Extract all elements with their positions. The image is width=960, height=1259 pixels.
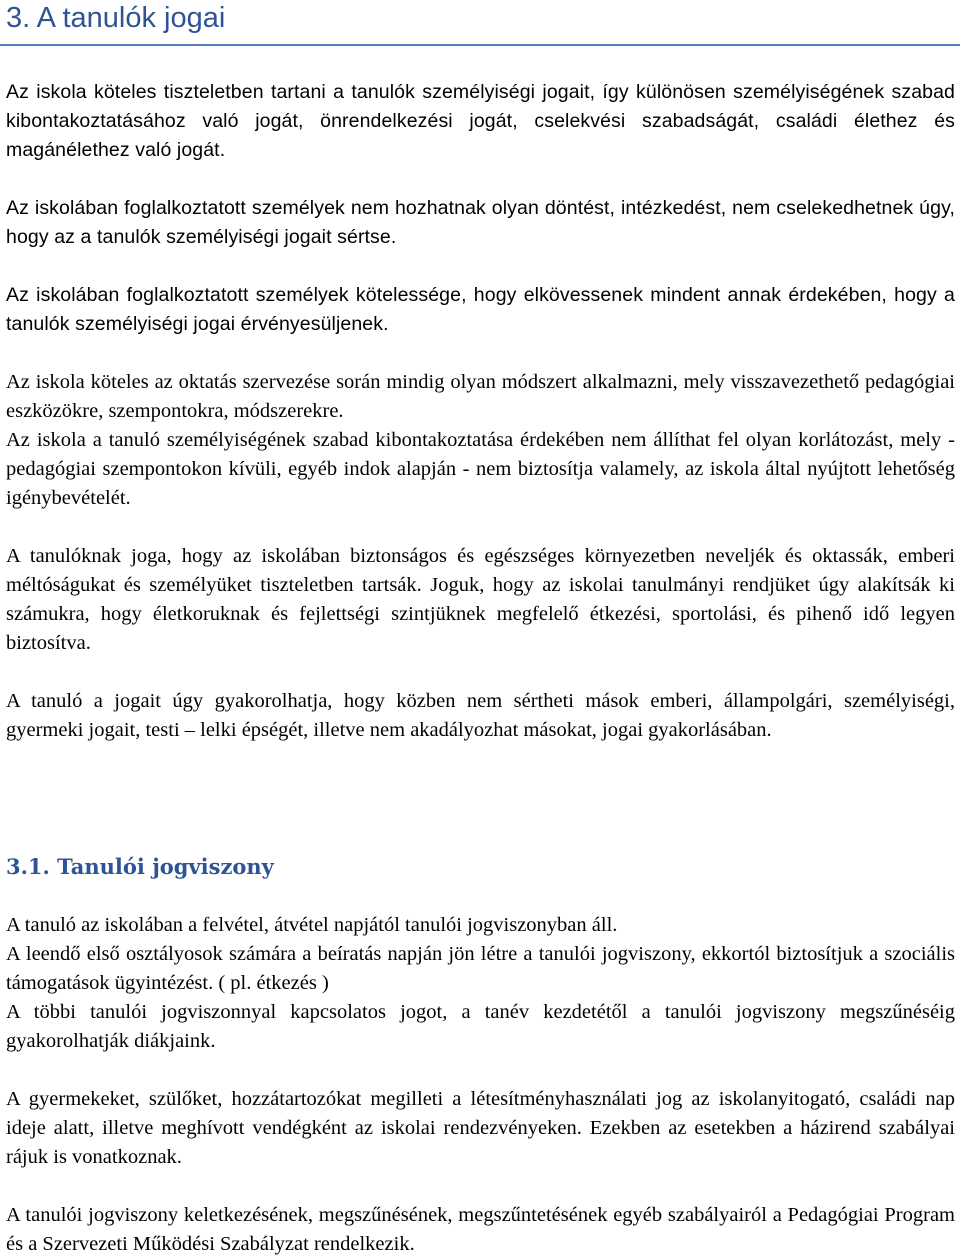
heading-rule <box>0 44 960 46</box>
paragraph-no-restriction: Az iskola a tanuló személyiségének szabad kibontakoztatása érdekében nem állíthat fel olyan korlátozást, mely - pedagógiai szempontokon kívüli, egyéb indok alapján - nem biztosítja valamely, az iskola által nyújtott lehetőség igénybevételét. <box>6 429 955 509</box>
paragraph-facility-use: A gyermekeket, szülőket, hozzátartozókat megilleti a létesítményhasználati jog az iskolanyitogató, családi nap ideje alatt, illetve meghívott vendégként az iskolai rendezvényeken. Ezekben az esetekben a házirend szabályai rájuk is vonatkoznak. <box>6 1088 955 1168</box>
paragraph-admission: A tanuló az iskolában a felvétel, átvétel napjától tanulói jogviszonyban áll. <box>6 914 618 936</box>
paragraph-exercise-rights: A tanuló a jogait úgy gyakorolhatja, hogy közben nem sértheti mások emberi, állampolgári, személyiségi, gyermeki jogait, testi – lelki épségét, illetve nem akadályozhat másokat, jogai gyakorlásában. <box>6 690 955 741</box>
paragraph-personality-rights: Az iskola köteles tiszteletben tartani a tanulók személyiségi jogait, így különösen személyiségének szabad kibontakoztatásához való jogát, önrendelkezési jogát, cselekvési szabadságát, családi élethez és magánélethez való jogát. <box>6 81 955 161</box>
section-heading: 3. A tanulók jogai <box>6 2 226 34</box>
paragraph-staff-duty: Az iskolában foglalkoztatott személyek kötelessége, hogy elkövessenek mindent annak érdekében, hogy a tanulók személyiségi jogai érvényesüljenek. <box>6 284 955 335</box>
paragraph-teaching-methods: Az iskola köteles az oktatás szervezése során mindig olyan módszert alkalmazni, mely visszavezethető pedagógiai eszközökre, szempontokra, módszerekre. <box>6 371 955 422</box>
paragraph-other-rights: A többi tanulói jogviszonnyal kapcsolatos jogot, a tanév kezdetétől a tanulói jogviszony megszűnéséig gyakorolhatják diákjaink. <box>6 1001 955 1052</box>
paragraph-first-graders: A leendő első osztályosok számára a beíratás napján jön létre a tanulói jogviszony, ekkortól biztosítjuk a szociális támogatások ügyintézést. ( pl. étkezés ) <box>6 943 955 994</box>
subsection-heading: 3.1. Tanulói jogviszony <box>6 854 274 879</box>
paragraph-safe-environment: A tanulóknak joga, hogy az iskolában biztonságos és egészséges környezetben neveljék és oktassák, emberi méltóságukat és személyüket tiszteletben tartsák. Joguk, hogy az iskolai tanulmányi rendjüket úgy alakítsák ki számukra, hogy életkoruknak és fejlettségi szintjüknek megfelelő étkezési, sportolási, és pihenő idő legyen biztosítva. <box>6 545 955 654</box>
paragraph-other-rules: A tanulói jogviszony keletkezésének, megszűnésének, megszűntetésének egyéb szabályairól a Pedagógiai Program és a Szervezeti Működési Szabályzat rendelkezik. <box>6 1204 955 1255</box>
paragraph-no-violation: Az iskolában foglalkoztatott személyek nem hozhatnak olyan döntést, intézkedést, nem cselekedhetnek úgy, hogy az a tanulók személyiségi jogait sértse. <box>6 197 955 248</box>
